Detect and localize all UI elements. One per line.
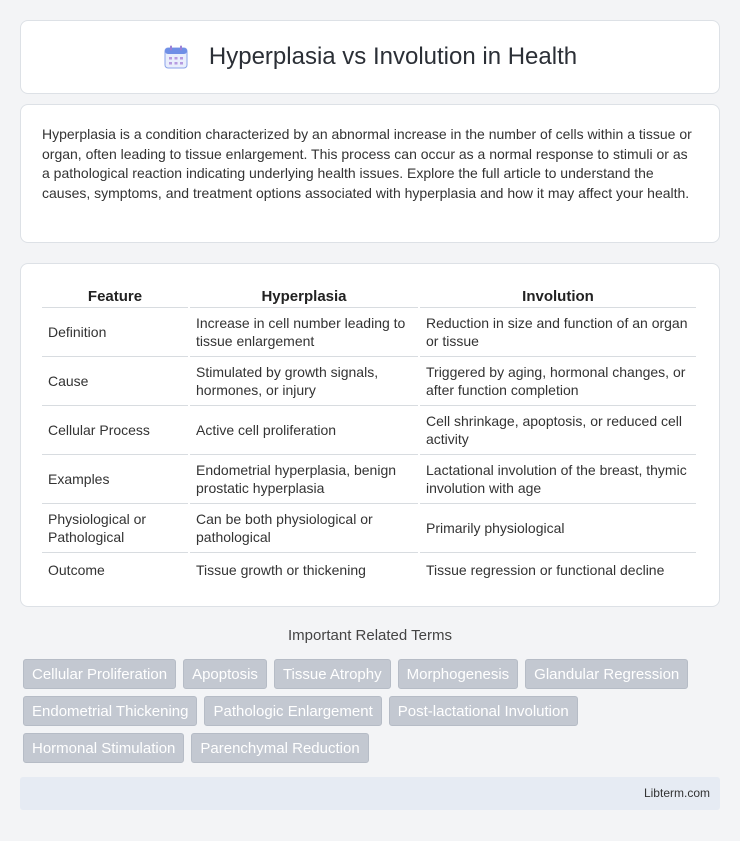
table-cell: Physiological or Pathological (42, 504, 188, 553)
table-cell: Increase in cell number leading to tissue enlargement (190, 308, 418, 357)
intro-card (20, 104, 720, 243)
table-cell: Cellular Process (42, 406, 188, 455)
table-row (42, 406, 696, 455)
footer-site-link[interactable]: Libterm.com (643, 786, 710, 800)
table-row (42, 455, 696, 504)
footer (20, 777, 720, 810)
comparison-table-card (20, 263, 720, 607)
table-row (42, 504, 696, 553)
related-terms-list (23, 659, 723, 763)
calendar-icon (163, 44, 189, 70)
related-terms-title: Important Related Terms (288, 627, 452, 644)
table-row (42, 308, 696, 357)
table-header-row (42, 284, 696, 308)
term-tag[interactable]: Hormonal Stimulation (23, 733, 184, 763)
table-cell: Can be both physiological or pathological (190, 504, 418, 553)
page-title: Hyperplasia vs Involution in Health (208, 43, 578, 70)
table-cell: Tissue regression or functional decline (426, 561, 665, 578)
header-card (20, 20, 720, 94)
table-row (42, 553, 696, 586)
table-cell: Reduction in size and function of an organ or tissue (420, 308, 696, 357)
term-tag[interactable]: Pathologic Enlargement (204, 696, 381, 726)
intro-paragraph: Hyperplasia is a condition characterized by an abnormal increase in the number of cells within a tissue or organ, often leading to tissue enlargement. This process can occur as a normal response to stimuli or as a pathological reaction indicating underlying health issues. Explore the full article to understand the causes, symptoms, and treatment options associated with hyperplasia and how it may affect your health. (42, 126, 692, 201)
term-tag[interactable]: Apoptosis (183, 659, 267, 689)
table-cell: Endometrial hyperplasia, benign prostatic hyperplasia (190, 455, 418, 504)
table-cell: Cell shrinkage, apoptosis, or reduced cell activity (420, 406, 696, 455)
table-cell: Lactational involution of the breast, thymic involution with age (420, 455, 696, 504)
term-tag[interactable]: Parenchymal Reduction (191, 733, 368, 763)
table-cell: Tissue growth or thickening (196, 561, 366, 578)
term-tag[interactable]: Morphogenesis (398, 659, 519, 689)
term-tag[interactable]: Post-lactational Involution (389, 696, 578, 726)
term-tag[interactable]: Cellular Proliferation (23, 659, 176, 689)
column-header-involution: Involution (420, 284, 696, 308)
table-cell: Examples (42, 455, 188, 504)
comparison-table (40, 284, 698, 586)
table-cell: Outcome (48, 561, 105, 578)
table-cell: Primarily physiological (420, 504, 696, 553)
table-cell: Triggered by aging, hormonal changes, or after function completion (420, 357, 696, 406)
table-cell: Stimulated by growth signals, hormones, or injury (190, 357, 418, 406)
table-cell: Cause (42, 357, 188, 406)
table-cell: Active cell proliferation (190, 406, 418, 455)
term-tag[interactable]: Glandular Regression (525, 659, 688, 689)
column-header-feature: Feature (42, 284, 188, 308)
term-tag[interactable]: Tissue Atrophy (274, 659, 391, 689)
table-cell: Definition (42, 308, 188, 357)
table-row (42, 357, 696, 406)
term-tag[interactable]: Endometrial Thickening (23, 696, 197, 726)
column-header-hyperplasia: Hyperplasia (190, 284, 418, 308)
